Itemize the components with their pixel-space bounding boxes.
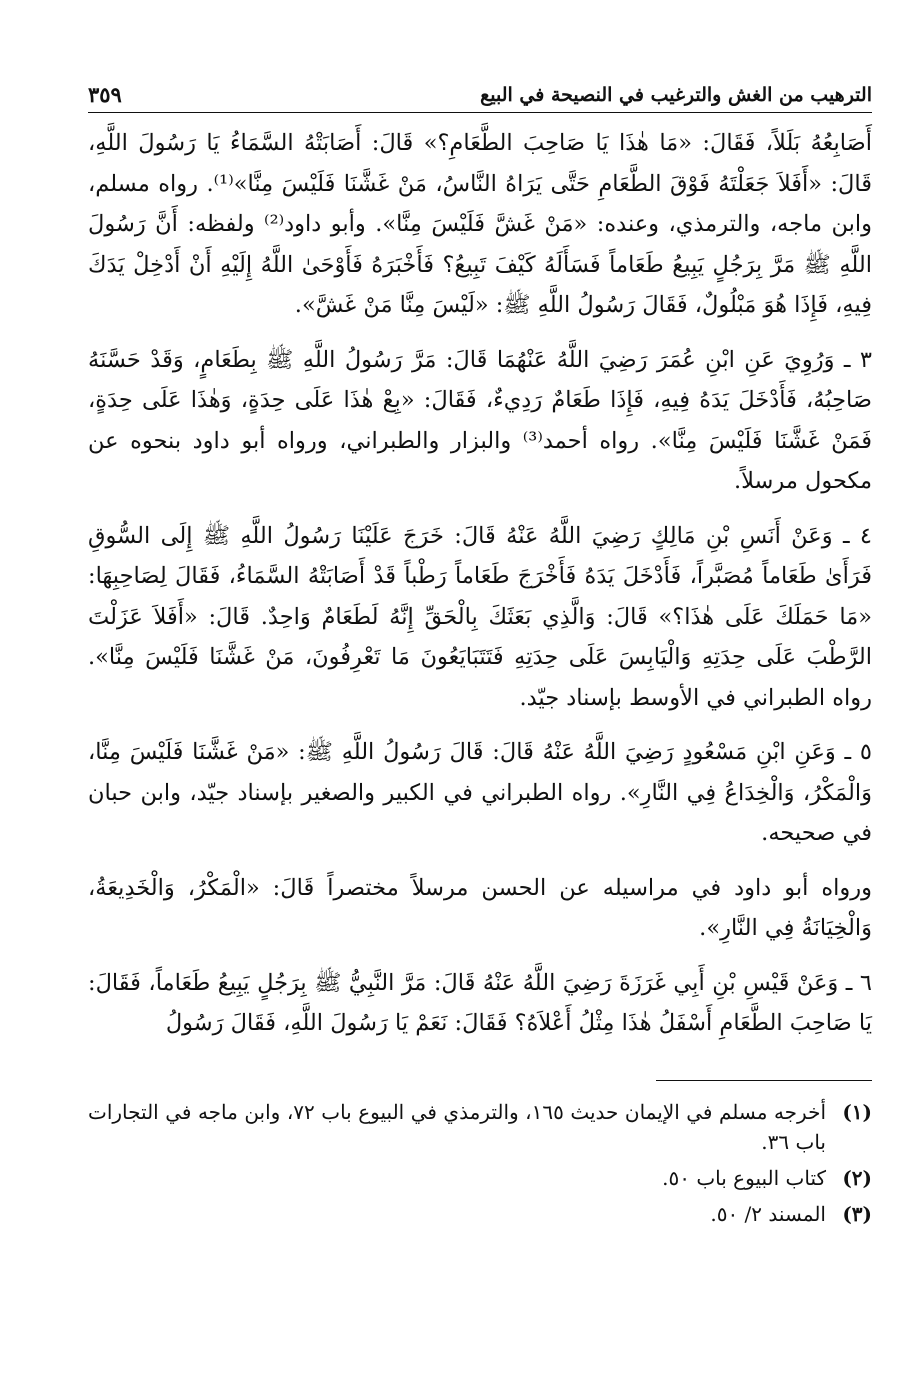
paragraph-continuation: أَصَابِعُهُ بَلَلاً، فَقَالَ: «مَا هٰذَا يَا صَاحِبَ الطَّعَامِ؟» قَالَ: أَصَابَتْهُ السَّمَاءُ يَا رَسُولَ اللَّهِ، قَالَ: «أَفَلاَ جَعَلْتَهُ فَوْقَ الطَّعَامِ حَتَّى يَرَاهُ النَّاسُ، مَنْ غَشَّنَا فَلَيْسَ مِنَّا»⁽¹⁾. رواه مسلم، وابن ماجه، والترمذي، وعنده: «مَنْ غَشَّ فَلَيْسَ مِنَّا». وأبو داود⁽²⁾ ولفظه: أَنَّ رَسُولَ اللَّهِ ﷺ مَرَّ بِرَجُلٍ يَبِيعُ طَعَاماً فَسَأَلَهُ كَيْفَ تَبِيعُ؟ فَأَخْبَرَهُ فَأَوْحَىٰ اللَّهُ إِلَيْهِ أَنْ أَدْخِلْ يَدَكَ فِيهِ، فَإِذَا هُوَ مَبْلُولٌ، فَقَالَ رَسُولُ اللَّهِ ﷺ: «لَيْسَ مِنَّا مَنْ غَشَّ». xyxy=(88,130,873,318)
hadith-5-variant: ورواه أبو داود في مراسيله عن الحسن مرسلاً مختصراً قَالَ: «الْمَكْرُ، وَالْخَدِيعَةُ، وَالْخِيَانَةُ فِي النَّارِ». xyxy=(88,874,872,941)
page-number: ٣٥٩ xyxy=(88,82,122,107)
running-header xyxy=(88,82,872,113)
footnote-1 xyxy=(88,1097,872,1157)
footnote-text: المسند ٢/ ٥٠. xyxy=(710,1201,826,1226)
footnote-divider xyxy=(656,1080,872,1081)
footnote-number: (١) xyxy=(842,1099,872,1124)
hadith-3: ٣ ـ وَرُوِيَ عَنِ ابْنِ عُمَرَ رَضِيَ اللَّهُ عَنْهُمَا قَالَ: مَرَّ رَسُولُ اللَّهِ ﷺ بِطَعَامٍ، وَقَدْ حَسَّنَهُ صَاحِبُهُ، فَأَدْخَلَ يَدَهُ فِيهِ، فَإِذَا طَعَامٌ رَدِيءٌ، فَقَالَ: «بِعْ هٰذَا عَلَى حِدَةٍ، وَهٰذَا عَلَى حِدَةٍ، فَمَنْ غَشَّنَا فَلَيْسَ مِنَّا». رواه أحمد⁽³⁾ والبزار والطبراني، ورواه أبو داود بنحوه عن مكحول مرسلاً. xyxy=(88,346,872,494)
chapter-title: الترهيب من الغش والترغيب في النصيحة في البيع xyxy=(480,84,872,106)
footnotes xyxy=(88,1097,872,1229)
footnote-number: (٢) xyxy=(842,1165,872,1190)
hadith-5: ٥ ـ وَعَنِ ابْنِ مَسْعُودٍ رَضِيَ اللَّهُ عَنْهُ قَالَ: قَالَ رَسُولُ اللَّهِ ﷺ: «مَنْ غَشَّنَا فَلَيْسَ مِنَّا، وَالْمَكْرُ، وَالْخِدَاعُ فِي النَّارِ». رواه الطبراني في الكبير والصغير بإسناد جيّد، وابن حبان في صحيحه. xyxy=(88,739,872,846)
hadith-4: ٤ ـ وَعَنْ أَنَسِ بْنِ مَالِكٍ رَضِيَ اللَّهُ عَنْهُ قَالَ: خَرَجَ عَلَيْنَا رَسُولُ اللَّهِ ﷺ إِلَى السُّوقِ فَرَأَىٰ طَعَاماً مُصَبَّراً، فَأَدْخَلَ يَدَهُ فَأَخْرَجَ طَعَاماً رَطْباً قَدْ أَصَابَتْهُ السَّمَاءُ، فَقَالَ لِصَاحِبِهَا: «مَا حَمَلَكَ عَلَى هٰذَا؟» قَالَ: وَالَّذِي بَعَثَكَ بِالْحَقِّ إِنَّهُ لَطَعَامٌ وَاحِدٌ. قَالَ: «أَفَلاَ عَزَلْتَ الرَّطْبَ عَلَى حِدَتِهِ وَالْيَابِسَ عَلَى حِدَتِهِ فَتَتَبَايَعُونَ مَا تَعْرِفُونَ، مَنْ غَشَّنَا فَلَيْسَ مِنَّا». رواه الطبراني في الأوسط بإسناد جيّد. xyxy=(88,522,872,711)
book-page xyxy=(88,82,872,1235)
footnote-number: (٣) xyxy=(842,1201,872,1226)
footnote-text: أخرجه مسلم في الإيمان حديث ١٦٥، والترمذي في البيوع باب ٧٢، وابن ماجه في التجارات باب ٣٦. xyxy=(88,1099,827,1154)
main-text xyxy=(88,123,872,1044)
footnote-3 xyxy=(88,1199,872,1229)
footnote-2 xyxy=(88,1163,872,1193)
footnote-text: كتاب البيوع باب ٥٠. xyxy=(662,1165,826,1190)
hadith-6: ٦ ـ وَعَنْ قَيْسِ بْنِ أَبِي غَرَزَةَ رَضِيَ اللَّهُ عَنْهُ قَالَ: مَرَّ النَّبِيُّ ﷺ بِرَجُلٍ يَبِيعُ طَعَاماً، فَقَالَ: يَا صَاحِبَ الطَّعَامِ أَسْفَلُ هٰذَا مِثْلُ أَعْلاَهُ؟ فَقَالَ: نَعَمْ يَا رَسُولَ اللَّهِ، فَقَالَ رَسُولُ xyxy=(88,969,872,1036)
